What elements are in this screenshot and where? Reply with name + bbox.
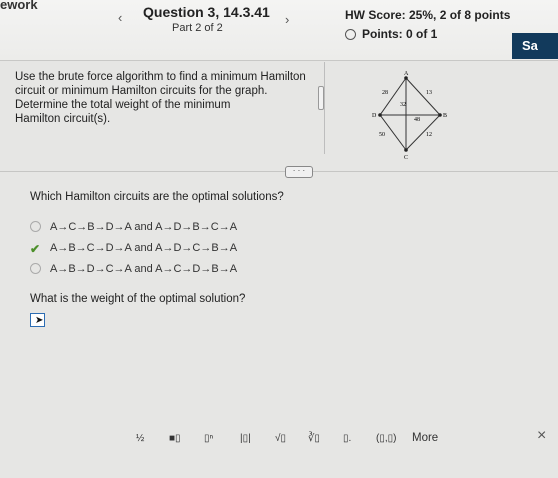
edge-AB <box>406 78 440 115</box>
option-label: A→B→C→D→A and A→D→C→B→A <box>50 242 238 254</box>
problem-line: Hamilton circuit(s). <box>15 113 111 125</box>
problem-line: Determine the total weight of the minimum <box>15 99 231 111</box>
radio-unselected-icon <box>30 263 44 275</box>
radio-unselected-icon <box>30 221 44 233</box>
node-label-B: B <box>443 113 448 119</box>
brand-label: ework <box>0 0 38 12</box>
points-status <box>345 27 437 41</box>
weight-question: What is the weight of the optimal solution? <box>30 293 246 305</box>
mixed-number-tool[interactable]: ■▯ <box>169 433 181 444</box>
question-title: Question 3, 14.3.41 <box>143 4 270 20</box>
previous-question-button[interactable]: ‹ <box>118 10 123 25</box>
hw-score: HW Score: 25%, 2 of 8 points <box>345 8 511 22</box>
node-C <box>404 148 408 152</box>
problem-line: Use the brute force algorithm to find a minimum Hamilton <box>15 71 306 83</box>
answer-option[interactable] <box>30 263 237 275</box>
absolute-value-tool[interactable]: |▯| <box>240 433 251 444</box>
answer-option[interactable] <box>30 221 237 233</box>
panel-resize-handle[interactable] <box>318 86 324 110</box>
edge-BC <box>406 115 440 150</box>
node-label-D: D <box>372 113 377 119</box>
answer-option[interactable] <box>30 242 237 254</box>
node-D <box>378 113 382 117</box>
points-circle-icon <box>345 29 356 40</box>
edge-weight-AB: 13 <box>426 90 432 96</box>
more-tools-button[interactable]: More <box>412 432 439 444</box>
option-label: A→C→B→D→A and A→D→B→C→A <box>50 221 238 233</box>
save-button[interactable]: Sa <box>512 33 558 59</box>
edge-weight-DB: 48 <box>414 117 420 123</box>
cube-root-tool[interactable]: ∛▯ <box>308 433 320 444</box>
ordered-pair-tool[interactable]: (▯,▯) <box>376 433 397 444</box>
part-label: Part 2 of 2 <box>172 22 223 34</box>
fraction-tool[interactable]: ½ <box>136 433 145 444</box>
expand-more-button[interactable]: · · · <box>285 166 313 178</box>
checkmark-icon: ✔ <box>30 242 41 256</box>
top-bar <box>0 0 558 61</box>
node-B <box>438 113 442 117</box>
square-root-tool[interactable]: √▯ <box>275 433 286 444</box>
section-divider <box>0 171 558 172</box>
close-icon[interactable]: × <box>537 427 547 444</box>
next-question-button[interactable]: › <box>285 12 290 27</box>
edge-weight-AD: 28 <box>382 90 388 96</box>
graph-figure <box>360 70 450 160</box>
edge-weight-BC: 12 <box>426 132 432 138</box>
node-label-C: C <box>404 155 409 160</box>
problem-line: circuit or minimum Hamilton circuits for the graph. <box>15 85 268 97</box>
question-text: Which Hamilton circuits are the optimal solutions? <box>30 191 284 203</box>
edge-AD <box>380 78 406 115</box>
option-label: A→B→D→C→A and A→C→D→B→A <box>50 263 238 275</box>
decimal-tool[interactable]: ▯. <box>343 433 352 444</box>
exponent-tool[interactable]: ▯ⁿ <box>204 433 214 444</box>
panel-divider <box>324 62 325 154</box>
edge-weight-DC: 50 <box>379 132 385 138</box>
cursor-icon: ➤ <box>35 315 44 326</box>
node-label-A: A <box>404 71 409 77</box>
problem-statement <box>15 70 315 126</box>
points-label: Points: 0 of 1 <box>362 27 438 41</box>
edge-weight-AC: 32 <box>400 102 406 108</box>
